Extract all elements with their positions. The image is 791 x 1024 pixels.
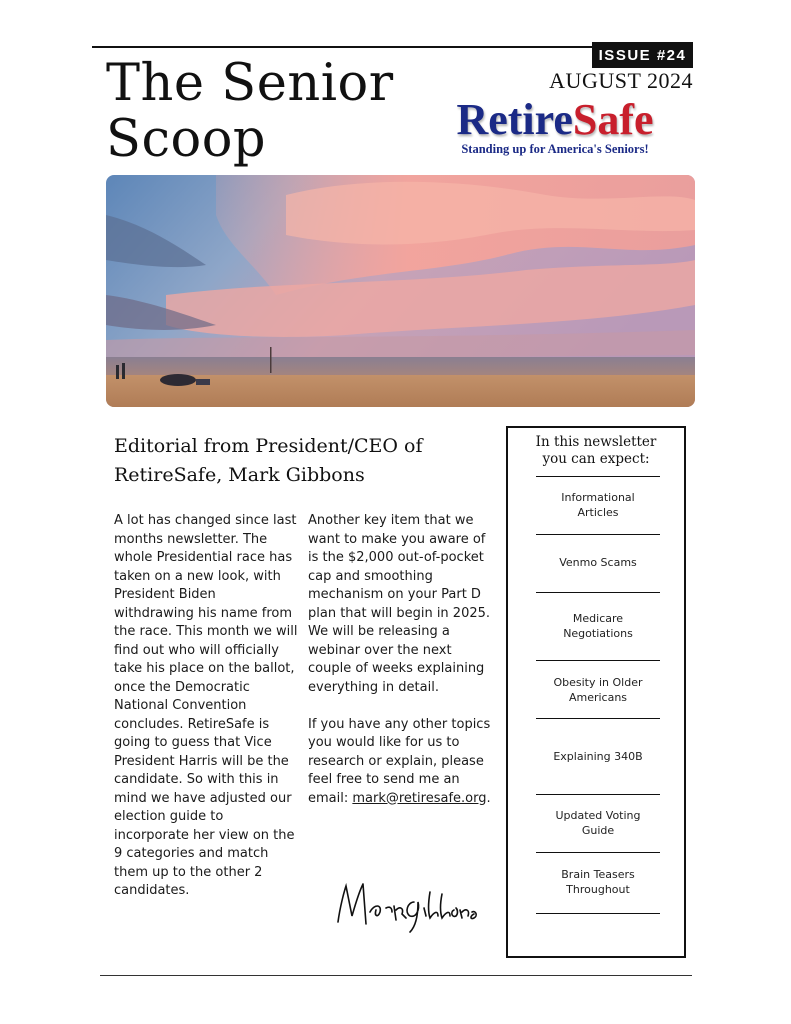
sidebar-divider bbox=[536, 660, 660, 661]
sidebar-heading-line-2: you can expect: bbox=[542, 451, 650, 467]
editorial-paragraph-contact bbox=[308, 716, 498, 809]
sidebar-item-obesity-older-americans bbox=[530, 675, 666, 705]
sidebar-item-medicare-negotiations bbox=[530, 611, 666, 641]
sidebar-item-line: Guide bbox=[581, 824, 615, 837]
sidebar-divider bbox=[536, 592, 660, 593]
sidebar-item-line: Venmo Scams bbox=[559, 556, 637, 569]
newsletter-contents-sidebar bbox=[506, 426, 686, 958]
issue-date: AUGUST 2024 bbox=[549, 68, 693, 93]
sidebar-item-line: Articles bbox=[577, 506, 619, 519]
sunset-beach-photo bbox=[106, 175, 695, 407]
sidebar-item-line: Medicare bbox=[572, 612, 624, 625]
editorial-paragraph: Another key item that we want to make you aware of is the $2,000 out-of-pocket cap and smoothing mechanism on your Part D plan that will begin in 2025. We will be releasing a webinar over the next couple of weeks explaining everything in detail. bbox=[308, 513, 491, 695]
email-suffix: . bbox=[486, 790, 491, 806]
sidebar-divider bbox=[536, 476, 660, 477]
sidebar-item-brain-teasers bbox=[530, 867, 666, 897]
title-line-1: The Senior bbox=[106, 54, 394, 113]
sidebar-heading bbox=[508, 434, 684, 468]
email-link[interactable]: mark@retiresafe.org bbox=[352, 790, 487, 806]
sidebar-item-line: Negotiations bbox=[563, 627, 633, 640]
contact-text: If you have any other topics you would like for us to research or explain, please feel free to send me an email: bbox=[308, 716, 491, 806]
sidebar-divider bbox=[536, 852, 660, 853]
sunset-beach-illustration bbox=[106, 175, 695, 407]
editorial-column-2 bbox=[308, 512, 498, 808]
sidebar-divider bbox=[536, 794, 660, 795]
sidebar-divider bbox=[536, 534, 660, 535]
sidebar-item-updated-voting-guide bbox=[530, 808, 666, 838]
sidebar-divider bbox=[536, 913, 660, 914]
issue-badge: ISSUE #24 bbox=[592, 42, 693, 68]
signature-image bbox=[330, 872, 480, 942]
sidebar-item-informational-articles bbox=[530, 490, 666, 520]
sidebar-divider bbox=[536, 718, 660, 719]
logo-word-retire: Retire bbox=[456, 95, 573, 144]
sidebar-item-line: Explaining 340B bbox=[553, 750, 643, 763]
title-line-2: Scoop bbox=[106, 110, 267, 169]
logo-tagline: Standing up for America's Seniors! bbox=[461, 142, 649, 156]
sidebar-item-line: Obesity in Older bbox=[553, 676, 643, 689]
newsletter-title bbox=[106, 56, 466, 168]
sidebar-heading-line-1: In this newsletter bbox=[535, 434, 657, 450]
sidebar-item-line: Americans bbox=[568, 691, 628, 704]
editorial-paragraph: A lot has changed since last months newsletter. The whole Presidential race has taken on a new look, with President Biden withdrawing his name from the race. This month we will find out who will officially take his place on the ballot, once the Democratic National Convention concludes. RetireSafe is going to guess that Vice President Harris will be the candidate. So with this in mind we have adjusted our election guide to incorporate her view on the 9 categories and match them up to the other 2 candidates. bbox=[114, 513, 298, 898]
logo-word-safe: Safe bbox=[572, 95, 654, 144]
sidebar-item-line: Informational bbox=[561, 491, 635, 504]
editorial-column-1 bbox=[114, 512, 298, 901]
retiresafe-logo bbox=[430, 96, 680, 160]
sidebar-item-explaining-340b bbox=[530, 749, 666, 764]
sidebar-item-line: Updated Voting bbox=[555, 809, 641, 822]
sidebar-item-line: Throughout bbox=[566, 883, 630, 896]
bottom-rule bbox=[100, 975, 692, 976]
sidebar-item-venmo-scams bbox=[530, 555, 666, 570]
editorial-heading: Editorial from President/CEO of RetireSafe, Mark Gibbons bbox=[114, 435, 423, 486]
logo-wordmark bbox=[430, 96, 680, 144]
sidebar-item-line: Brain Teasers bbox=[561, 868, 635, 881]
